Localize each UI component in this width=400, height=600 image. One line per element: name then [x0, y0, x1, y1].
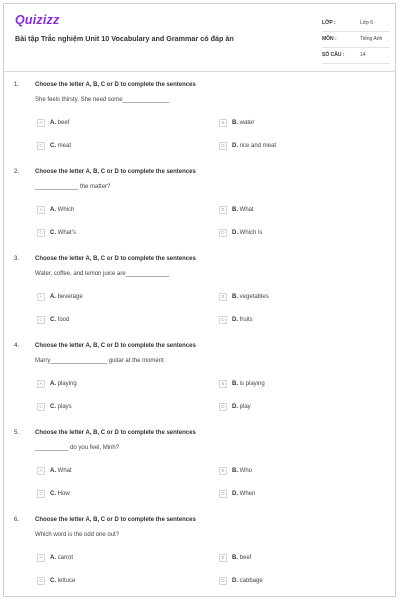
option-text	[232, 381, 265, 387]
option-label: Which is	[239, 229, 263, 236]
option-text	[50, 294, 83, 300]
option-checkbox[interactable]: A	[37, 206, 45, 214]
option-letter: C.	[50, 229, 56, 236]
option-letter: A.	[50, 467, 56, 474]
option-text	[232, 230, 262, 236]
option-label: food	[57, 316, 70, 323]
quizizz-logo[interactable]: Quizizz	[15, 13, 60, 27]
option-text	[232, 317, 253, 323]
option-label: beef	[239, 554, 252, 561]
option-text	[50, 468, 72, 474]
option-text	[232, 468, 252, 474]
option-b[interactable]	[219, 118, 254, 127]
option-letter: D.	[232, 577, 238, 584]
option-checkbox[interactable]: A	[37, 554, 45, 562]
option-d[interactable]	[219, 141, 276, 150]
question-prompt: Choose the letter A, B, C or D to complete the sentences	[35, 430, 196, 436]
option-text	[232, 207, 254, 213]
option-d[interactable]	[219, 576, 263, 585]
option-a[interactable]	[37, 118, 69, 127]
question-4	[4, 343, 395, 430]
question-number: 1.	[14, 82, 20, 88]
question-6	[4, 517, 395, 597]
option-checkbox[interactable]: B	[219, 206, 227, 214]
option-label: How	[57, 490, 70, 497]
option-letter: A.	[50, 119, 56, 126]
meta-value: 14	[360, 52, 366, 58]
option-text	[50, 230, 76, 236]
option-text	[232, 120, 254, 126]
option-label: beverage	[57, 293, 83, 300]
option-a[interactable]	[37, 205, 74, 214]
question-prompt: Choose the letter A, B, C or D to complete the sentences	[35, 343, 196, 349]
option-label: beef	[57, 119, 70, 126]
option-checkbox[interactable]: D	[219, 316, 227, 324]
option-text	[232, 294, 269, 300]
option-letter: C.	[50, 316, 56, 323]
option-text	[232, 404, 251, 410]
option-text	[50, 491, 70, 497]
option-text	[232, 143, 276, 149]
option-c[interactable]	[37, 141, 71, 150]
question-sentence: Marry_________________ guitar at the moment	[35, 358, 164, 364]
option-letter: C.	[50, 403, 56, 410]
option-label: play	[239, 403, 251, 410]
option-letter: D.	[232, 316, 238, 323]
option-label: Which	[57, 206, 75, 213]
option-c[interactable]	[37, 315, 69, 324]
question-number: 3.	[14, 256, 20, 262]
option-letter: A.	[50, 554, 56, 561]
question-5	[4, 430, 395, 517]
option-checkbox[interactable]: B	[219, 380, 227, 388]
meta-row-class	[322, 16, 390, 32]
option-d[interactable]	[219, 315, 253, 324]
option-label: When	[239, 490, 256, 497]
meta-row-subject	[322, 32, 390, 48]
question-prompt: Choose the letter A, B, C or D to complete the sentences	[35, 82, 196, 88]
option-checkbox[interactable]: C	[37, 490, 45, 498]
option-label: vegetables	[239, 293, 269, 300]
option-label: carrot	[57, 554, 74, 561]
option-label: lettuce	[57, 577, 76, 584]
option-letter: C.	[50, 577, 56, 584]
option-label: cabbage	[239, 577, 263, 584]
option-checkbox[interactable]: C	[37, 403, 45, 411]
option-letter: B.	[232, 380, 238, 387]
option-a[interactable]	[37, 553, 73, 562]
question-sentence: Which word is the odd one out?	[35, 532, 120, 538]
question-sentence: She feels thirsty. She need some______________	[35, 97, 170, 103]
option-checkbox[interactable]: D	[219, 142, 227, 150]
option-c[interactable]	[37, 576, 75, 585]
question-prompt: Choose the letter A, B, C or D to complete the sentences	[35, 517, 196, 523]
question-sentence: __________ do you feel, Minh?	[35, 445, 120, 451]
option-text	[50, 120, 69, 126]
option-checkbox[interactable]: D	[219, 403, 227, 411]
option-checkbox[interactable]: B	[219, 119, 227, 127]
option-text	[50, 381, 77, 387]
option-label: What	[57, 467, 72, 474]
option-letter: B.	[232, 554, 238, 561]
worksheet-meta	[322, 16, 390, 64]
option-letter: C.	[50, 490, 56, 497]
option-checkbox[interactable]: C	[37, 229, 45, 237]
meta-value: Tiếng Anh	[360, 36, 383, 42]
option-text	[50, 317, 69, 323]
option-a[interactable]	[37, 466, 72, 475]
question-number: 6.	[14, 517, 20, 523]
option-label: water	[239, 119, 255, 126]
option-label: What	[239, 206, 254, 213]
meta-value: Lớp 6	[360, 20, 374, 26]
option-text	[50, 578, 75, 584]
option-checkbox[interactable]: A	[37, 119, 45, 127]
option-b[interactable]	[219, 205, 254, 214]
option-d[interactable]	[219, 228, 262, 237]
question-number: 5.	[14, 430, 20, 436]
option-label: is playing	[239, 380, 265, 387]
option-label: meat	[57, 142, 72, 149]
option-text	[50, 207, 74, 213]
option-b[interactable]	[219, 292, 269, 301]
question-sentence: _____________ the matter?	[35, 184, 111, 190]
option-text	[50, 555, 73, 561]
option-text	[232, 555, 251, 561]
option-checkbox[interactable]: C	[37, 316, 45, 324]
option-letter: D.	[232, 142, 238, 149]
option-c[interactable]	[37, 228, 76, 237]
option-b[interactable]	[219, 553, 251, 562]
option-letter: D.	[232, 403, 238, 410]
option-checkbox[interactable]: D	[219, 490, 227, 498]
question-prompt: Choose the letter A, B, C or D to complete the sentences	[35, 256, 196, 262]
option-a[interactable]	[37, 292, 83, 301]
option-c[interactable]	[37, 402, 72, 411]
option-d[interactable]	[219, 402, 251, 411]
option-letter: A.	[50, 206, 56, 213]
question-sentence: Water, coffee, and lemon juice are_____________	[35, 271, 170, 277]
option-checkbox[interactable]: A	[37, 380, 45, 388]
question-number: 2.	[14, 169, 20, 175]
meta-label: SỐ CÂU :	[322, 52, 345, 58]
option-checkbox[interactable]: A	[37, 467, 45, 475]
option-letter: C.	[50, 142, 56, 149]
option-label: What's	[57, 229, 76, 236]
option-checkbox[interactable]: A	[37, 293, 45, 301]
question-number: 4.	[14, 343, 20, 349]
option-letter: D.	[232, 229, 238, 236]
document-title: Bài tập Trắc nghiệm Unit 10 Vocabulary and Grammar có đáp án	[15, 34, 234, 43]
option-letter: B.	[232, 467, 238, 474]
meta-label: LỚP :	[322, 20, 336, 26]
meta-label: MÔN :	[322, 36, 337, 42]
option-label: Who	[239, 467, 253, 474]
option-text	[232, 491, 255, 497]
option-text	[232, 578, 263, 584]
option-text	[50, 404, 72, 410]
option-checkbox[interactable]: C	[37, 577, 45, 585]
option-letter: B.	[232, 206, 238, 213]
option-b[interactable]	[219, 379, 265, 388]
option-letter: A.	[50, 380, 56, 387]
question-2	[4, 169, 395, 256]
option-a[interactable]	[37, 379, 77, 388]
option-letter: A.	[50, 293, 56, 300]
option-checkbox[interactable]: B	[219, 467, 227, 475]
option-b[interactable]	[219, 466, 252, 475]
option-text	[50, 143, 71, 149]
worksheet-header	[4, 4, 395, 72]
option-checkbox[interactable]: C	[37, 142, 45, 150]
option-letter: B.	[232, 119, 238, 126]
question-3	[4, 256, 395, 343]
option-checkbox[interactable]: D	[219, 229, 227, 237]
option-letter: B.	[232, 293, 238, 300]
worksheet-page	[3, 3, 396, 597]
meta-row-question-count	[322, 48, 390, 64]
option-c[interactable]	[37, 489, 70, 498]
option-label: fruits	[239, 316, 253, 323]
question-prompt: Choose the letter A, B, C or D to complete the sentences	[35, 169, 196, 175]
option-d[interactable]	[219, 489, 255, 498]
option-label: plays	[57, 403, 72, 410]
option-letter: D.	[232, 490, 238, 497]
option-label: playing	[57, 380, 77, 387]
option-label: rice and meat	[239, 142, 277, 149]
question-1	[4, 82, 395, 169]
option-checkbox[interactable]: D	[219, 577, 227, 585]
option-checkbox[interactable]: B	[219, 554, 227, 562]
option-checkbox[interactable]: B	[219, 293, 227, 301]
